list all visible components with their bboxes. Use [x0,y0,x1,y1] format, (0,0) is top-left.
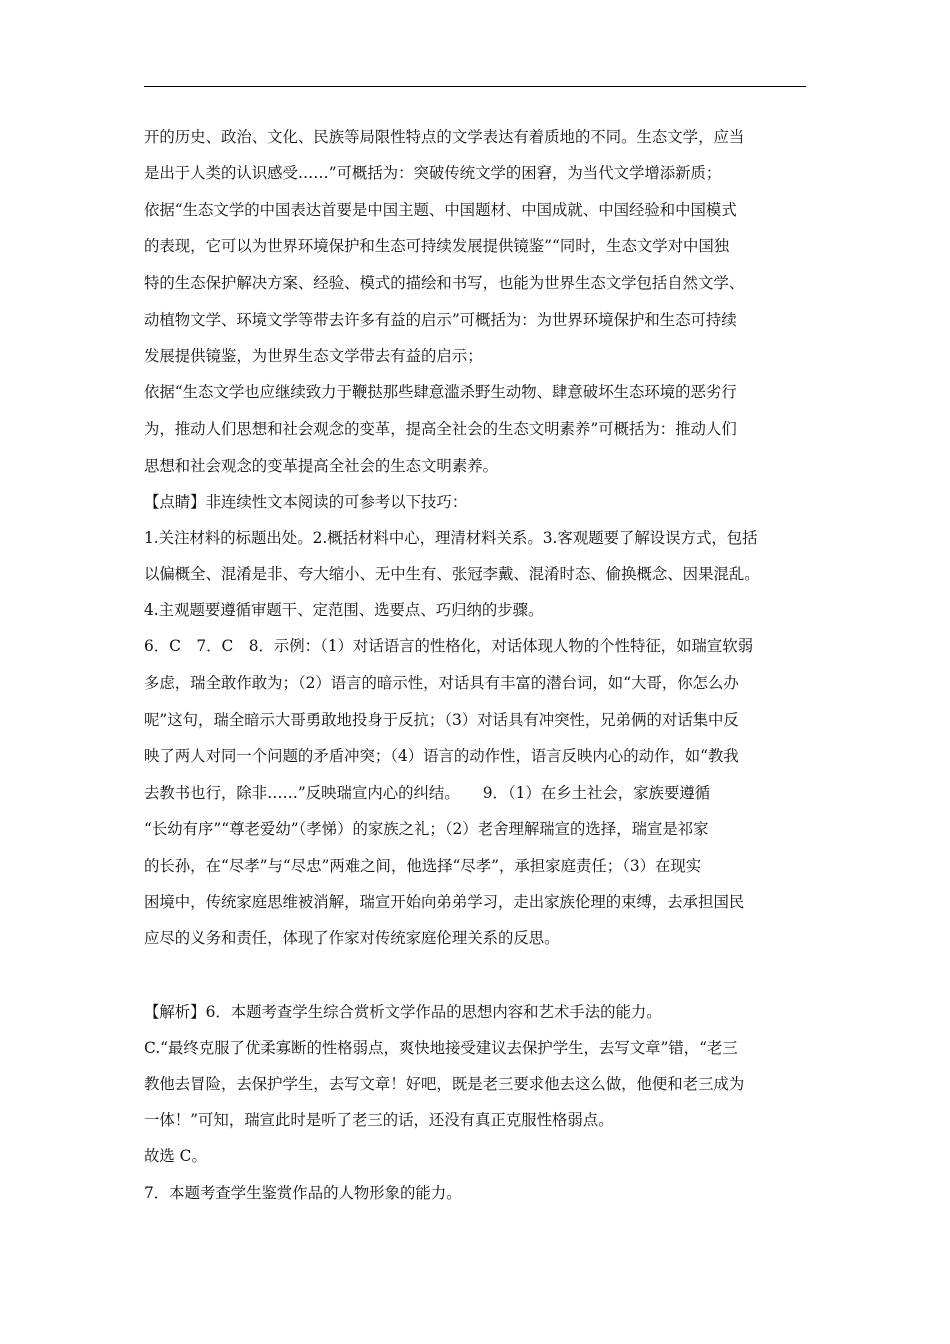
text-line: 发展提供镜鉴，为世界生态文学带去有益的启示； [144,347,483,365]
text-line: 故选 C。 [144,1147,207,1165]
text-line: 1.关注材料的标题出处。2.概括材料中心，理清材料关系。3.客观题要了解设误方式，包括 [144,529,758,547]
text-line: 多虑，瑞全敢作敢为；（2）语言的暗示性，对话具有丰富的潜台词，如“大哥，你怎么办 [144,674,739,692]
text-line: 教他去冒险，去保护学生，去写文章！好吧，既是老三要求他去这么做，他便和老三成为 [144,1075,745,1093]
text-line: 特的生态保护解决方案、经验、模式的描绘和书写，也能为世界生态文学包括自然文学、 [144,274,745,292]
text-line: 去教书也行，除非……”反映瑞宣内心的纠结。 9．（1）在乡土社会，家族要遵循 [144,784,711,802]
text-line: 以偏概全、混淆是非、夸大缩小、无中生有、张冠李戴、混淆时态、偷换概念、因果混乱。 [144,565,760,583]
text-line: 6．C 7．C 8．示例：（1）对话语言的性格化，对话体现人物的个性特征，如瑞宣软弱 [144,637,754,655]
text-line: 的表现，它可以为世界环境保护和生态可持续发展提供镜鉴”“同时，生态文学对中国独 [144,237,730,255]
text-line: 依据“生态文学也应继续致力于鞭挞那些肆意滥杀野生动物、肆意破坏生态环境的恶劣行 [144,383,737,401]
text-line: 的长孙，在“尽孝”与“尽忠”两难之间，他选择“尽孝”，承担家庭责任；（3）在现实 [144,857,702,875]
text-line: 一体！”可知，瑞宣此时是听了老三的话，还没有真正克服性格弱点。 [144,1111,614,1129]
text-line: 应尽的义务和责任，体现了作家对传统家庭伦理关系的反思。 [144,929,560,947]
text-line: 4.主观题要遵循审题干、定范围、选要点、巧归纳的步骤。 [144,601,544,619]
text-line: 开的历史、政治、文化、民族等局限性特点的文学表达有着质地的不同。生态文学，应当 [144,128,745,146]
text-line: 思想和社会观念的变革提高全社会的生态文明素养。 [144,457,498,475]
text-line: 【点睛】非连续性文本阅读的可参考以下技巧： [144,493,468,511]
text-line: 是出于人类的认识感受……”可概括为：突破传统文学的困窘，为当代文学增添新质； [144,164,722,182]
text-line: 【解析】6．本题考查学生综合赏析文学作品的思想内容和艺术手法的能力。 [144,1003,662,1021]
text-line: “长幼有序”“尊老爱幼”（孝悌）的家族之礼；（2）老舍理解瑞宣的选择，瑞宣是祁家 [144,820,709,838]
header-rule [144,86,806,87]
text-line: 困境中，传统家庭思维被消解，瑞宣开始向弟弟学习，走出家族伦理的束缚，去承担国民 [144,893,745,911]
text-line: 呢”这句，瑞全暗示大哥勇敢地投身于反抗；（3）对话具有冲突性，兄弟俩的对话集中反 [144,711,739,729]
text-line: 动植物文学、环境文学等带去许多有益的启示”可概括为：为世界环境保护和生态可持续 [144,311,737,329]
text-line: 依据“生态文学的中国表达首要是中国主题、中国题材、中国成就、中国经验和中国模式 [144,201,737,219]
text-line: 映了两人对同一个问题的矛盾冲突；（4）语言的动作性，语言反映内心的动作，如“教我 [144,747,739,765]
text-line: C.“最终克服了优柔寡断的性格弱点，爽快地接受建议去保护学生，去写文章”错，“老三 [144,1039,738,1057]
text-line: 为，推动人们思想和社会观念的变革，提高全社会的生态文明素养”可概括为：推动人们 [144,420,737,438]
text-line: 7．本题考查学生鉴赏作品的人物形象的能力。 [144,1184,462,1202]
